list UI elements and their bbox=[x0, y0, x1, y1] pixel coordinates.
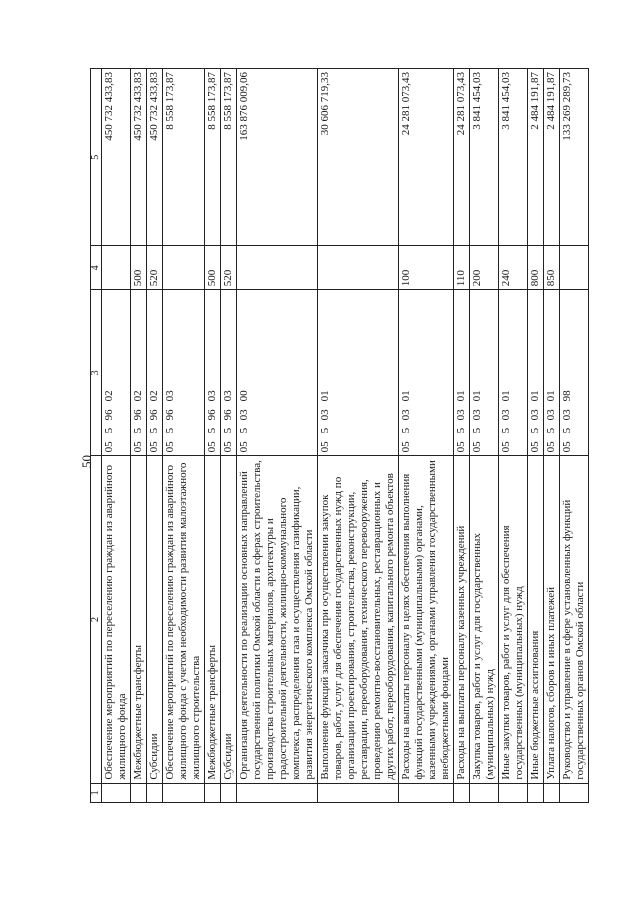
code-group bbox=[103, 293, 116, 452]
code-part: 01 bbox=[471, 390, 483, 402]
row-index-cell bbox=[147, 783, 163, 802]
code-part: 5 bbox=[561, 427, 573, 434]
code-part: 05 bbox=[222, 441, 234, 453]
code-group bbox=[529, 293, 542, 452]
header-col-2: 2 bbox=[91, 456, 102, 783]
code-part: 05 bbox=[132, 441, 144, 453]
header-col-4: 4 bbox=[91, 246, 102, 290]
code-group bbox=[400, 293, 413, 452]
table-row bbox=[560, 69, 589, 803]
code-part: 05 bbox=[206, 441, 218, 453]
code-part: 00 bbox=[238, 390, 250, 402]
code-part bbox=[500, 366, 513, 382]
row-index-cell bbox=[499, 783, 528, 802]
code-group bbox=[164, 293, 177, 452]
code-part: 03 bbox=[164, 390, 176, 402]
code-part bbox=[455, 366, 468, 382]
row-amount-cell: 24 281 073,43 bbox=[399, 69, 454, 246]
code-part: 03 bbox=[238, 409, 250, 421]
row-codes-cell bbox=[318, 290, 399, 456]
code-part: 02 bbox=[148, 390, 160, 402]
code-part: 03 bbox=[319, 409, 331, 421]
code-part: 5 bbox=[400, 427, 412, 434]
row-vr-cell: 520 bbox=[221, 246, 237, 290]
row-amount-cell: 450 732 433,83 bbox=[147, 69, 163, 246]
row-index-cell bbox=[560, 783, 589, 802]
row-amount-cell: 24 281 073,43 bbox=[454, 69, 470, 246]
row-vr-cell: 800 bbox=[528, 246, 544, 290]
table-row bbox=[318, 69, 399, 803]
row-index-cell bbox=[470, 783, 499, 802]
code-part: 01 bbox=[545, 390, 557, 402]
code-part bbox=[206, 366, 219, 382]
table-row bbox=[399, 69, 454, 803]
row-codes-cell bbox=[499, 290, 528, 456]
code-part: 01 bbox=[455, 390, 467, 402]
row-vr-cell: 500 bbox=[205, 246, 221, 290]
code-part: 96 bbox=[103, 409, 115, 421]
code-group bbox=[222, 293, 235, 452]
code-part: 03 bbox=[222, 390, 234, 402]
code-part bbox=[545, 366, 558, 382]
row-name-cell: Межбюджетные трансферты bbox=[205, 456, 221, 783]
row-codes-cell bbox=[102, 290, 131, 456]
row-amount-cell: 450 732 433,83 bbox=[102, 69, 131, 246]
row-index-cell bbox=[399, 783, 454, 802]
row-vr-cell: 500 bbox=[131, 246, 147, 290]
code-part bbox=[319, 366, 332, 382]
row-vr-cell bbox=[237, 246, 318, 290]
row-amount-cell: 8 558 173,87 bbox=[205, 69, 221, 246]
code-part bbox=[471, 366, 484, 382]
code-group bbox=[148, 293, 161, 452]
row-codes-cell bbox=[147, 290, 163, 456]
row-vr-cell: 200 bbox=[470, 246, 499, 290]
row-name-cell: Уплата налогов, сборов и иных платежей bbox=[544, 456, 560, 783]
row-codes-cell bbox=[237, 290, 318, 456]
code-group bbox=[455, 293, 468, 452]
row-amount-cell: 2 484 191,87 bbox=[544, 69, 560, 246]
code-part: 03 bbox=[529, 409, 541, 421]
row-name-cell: Субсидии bbox=[147, 456, 163, 783]
code-part: 01 bbox=[319, 390, 331, 402]
row-name-cell: Расходы на выплаты персоналу в целях обеспечения выполнения функций государственными (муниципальными) органами, казенными учреждениями, органами управления государственными внебюджетными фондами bbox=[399, 456, 454, 783]
row-amount-cell: 3 841 454,03 bbox=[499, 69, 528, 246]
code-part bbox=[222, 366, 235, 382]
row-index-cell bbox=[454, 783, 470, 802]
row-name-cell: Выполнение функций заказчика при осуществлении закупок товаров, работ, услуг для обеспечения государственных нужд по организации проектирования, строительства, реконструкции, реставрации, переоборудования, технического перевооружения, проведению ремонтно-восстановительных, реставрационных и других работ, переоборудования, капитального ремонта объектов bbox=[318, 456, 399, 783]
code-part bbox=[400, 366, 413, 382]
code-part: 03 bbox=[471, 409, 483, 421]
code-part: 5 bbox=[222, 427, 234, 434]
code-part bbox=[164, 366, 177, 382]
row-index-cell bbox=[102, 783, 131, 802]
code-group bbox=[545, 293, 558, 452]
code-part: 05 bbox=[545, 441, 557, 453]
table-row bbox=[102, 69, 131, 803]
code-part bbox=[103, 366, 116, 382]
code-part: 05 bbox=[500, 441, 512, 453]
row-amount-cell: 133 269 289,73 bbox=[560, 69, 589, 246]
code-group bbox=[319, 293, 332, 452]
header-col-1: 1 bbox=[91, 783, 102, 802]
code-part: 02 bbox=[103, 390, 115, 402]
code-part: 02 bbox=[132, 390, 144, 402]
code-part: 01 bbox=[500, 390, 512, 402]
table-row bbox=[470, 69, 499, 803]
row-name-cell: Организация деятельности по реализации основных направлений государственной политики Омской области в сферах строительства, производства строительных материалов, архитектуры и градостроительной деятельности, жилищно-коммунального комплекса, распределения газа и осуществления газификации, развития энергетического комплекса Омской области bbox=[237, 456, 318, 783]
row-vr-cell: 850 bbox=[544, 246, 560, 290]
code-group bbox=[471, 293, 484, 452]
code-part: 96 bbox=[206, 409, 218, 421]
code-part: 98 bbox=[561, 390, 573, 402]
row-name-cell: Субсидии bbox=[221, 456, 237, 783]
code-group bbox=[561, 293, 574, 452]
table-row bbox=[454, 69, 470, 803]
table-row bbox=[131, 69, 147, 803]
row-name-cell: Руководство и управление в сфере установленных функций государственных органов Омской области bbox=[560, 456, 589, 783]
code-part: 5 bbox=[206, 427, 218, 434]
code-part: 5 bbox=[500, 427, 512, 434]
row-amount-cell: 8 558 173,87 bbox=[221, 69, 237, 246]
row-codes-cell bbox=[131, 290, 147, 456]
code-part: 05 bbox=[319, 441, 331, 453]
table-row bbox=[163, 69, 205, 803]
row-codes-cell bbox=[399, 290, 454, 456]
code-part: 01 bbox=[529, 390, 541, 402]
table-row bbox=[221, 69, 237, 803]
code-part: 03 bbox=[500, 409, 512, 421]
code-part bbox=[132, 366, 145, 382]
row-name-cell: Закупка товаров, работ и услуг для государственных (муниципальных) нужд bbox=[470, 456, 499, 783]
row-amount-cell: 2 484 191,87 bbox=[528, 69, 544, 246]
row-index-cell bbox=[205, 783, 221, 802]
code-part: 03 bbox=[455, 409, 467, 421]
row-index-cell bbox=[221, 783, 237, 802]
code-part: 5 bbox=[238, 427, 250, 434]
table-row bbox=[499, 69, 528, 803]
code-part: 5 bbox=[132, 427, 144, 434]
code-part: 05 bbox=[103, 441, 115, 453]
row-vr-cell bbox=[163, 246, 205, 290]
row-codes-cell bbox=[528, 290, 544, 456]
header-col-5: 5 bbox=[91, 69, 102, 246]
code-part: 03 bbox=[206, 390, 218, 402]
code-part: 01 bbox=[400, 390, 412, 402]
row-codes-cell bbox=[470, 290, 499, 456]
page-number: 50 bbox=[79, 455, 94, 468]
header-row bbox=[91, 69, 102, 803]
code-group bbox=[238, 293, 251, 452]
code-group bbox=[132, 293, 145, 452]
code-part: 05 bbox=[529, 441, 541, 453]
row-index-cell bbox=[318, 783, 399, 802]
row-codes-cell bbox=[454, 290, 470, 456]
code-part: 96 bbox=[148, 409, 160, 421]
table-row bbox=[147, 69, 163, 803]
code-part bbox=[529, 366, 542, 382]
row-amount-cell: 8 558 173,87 bbox=[163, 69, 205, 246]
code-group bbox=[206, 293, 219, 452]
code-part: 05 bbox=[561, 441, 573, 453]
code-part: 5 bbox=[319, 427, 331, 434]
row-vr-cell: 110 bbox=[454, 246, 470, 290]
row-index-cell bbox=[131, 783, 147, 802]
row-amount-cell: 163 876 009,06 bbox=[237, 69, 318, 246]
row-name-cell: Обеспечение мероприятий по переселению граждан из аварийного жилищного фонда bbox=[102, 456, 131, 783]
code-part: 05 bbox=[455, 441, 467, 453]
code-part bbox=[561, 366, 574, 382]
row-vr-cell bbox=[318, 246, 399, 290]
code-part: 05 bbox=[148, 441, 160, 453]
code-part: 5 bbox=[545, 427, 557, 434]
row-vr-cell: 240 bbox=[499, 246, 528, 290]
row-index-cell bbox=[528, 783, 544, 802]
code-part: 5 bbox=[103, 427, 115, 434]
row-vr-cell bbox=[560, 246, 589, 290]
row-vr-cell: 520 bbox=[147, 246, 163, 290]
row-amount-cell: 450 732 433,83 bbox=[131, 69, 147, 246]
row-vr-cell bbox=[102, 246, 131, 290]
budget-table bbox=[90, 68, 589, 803]
table-row bbox=[237, 69, 318, 803]
row-index-cell bbox=[237, 783, 318, 802]
row-codes-cell bbox=[163, 290, 205, 456]
code-part: 05 bbox=[400, 441, 412, 453]
code-part: 96 bbox=[222, 409, 234, 421]
code-part: 03 bbox=[400, 409, 412, 421]
code-part: 96 bbox=[132, 409, 144, 421]
row-amount-cell: 3 841 454,03 bbox=[470, 69, 499, 246]
code-part: 5 bbox=[148, 427, 160, 434]
code-part: 5 bbox=[164, 427, 176, 434]
code-part: 05 bbox=[471, 441, 483, 453]
table-row bbox=[205, 69, 221, 803]
code-part: 5 bbox=[471, 427, 483, 434]
row-index-cell bbox=[544, 783, 560, 802]
row-vr-cell: 100 bbox=[399, 246, 454, 290]
row-name-cell: Иные закупки товаров, работ и услуг для обеспечения государственных (муниципальных) нужд bbox=[499, 456, 528, 783]
code-part: 05 bbox=[238, 441, 250, 453]
code-part: 03 bbox=[561, 409, 573, 421]
code-part bbox=[148, 366, 161, 382]
code-part: 5 bbox=[529, 427, 541, 434]
code-part: 96 bbox=[164, 409, 176, 421]
row-amount-cell: 30 606 719,33 bbox=[318, 69, 399, 246]
row-name-cell: Обеспечение мероприятий по переселению граждан из аварийного жилищного фонда с учетом необходимости развития малоэтажного жилищного строительства bbox=[163, 456, 205, 783]
code-part: 05 bbox=[164, 441, 176, 453]
code-part: 03 bbox=[545, 409, 557, 421]
table-row bbox=[528, 69, 544, 803]
row-codes-cell bbox=[221, 290, 237, 456]
row-name-cell: Расходы на выплаты персоналу казенных учреждений bbox=[454, 456, 470, 783]
row-name-cell: Иные бюджетные ассигнования bbox=[528, 456, 544, 783]
row-codes-cell bbox=[205, 290, 221, 456]
row-codes-cell bbox=[544, 290, 560, 456]
row-index-cell bbox=[163, 783, 205, 802]
row-codes-cell bbox=[560, 290, 589, 456]
table-row bbox=[544, 69, 560, 803]
code-part: 5 bbox=[455, 427, 467, 434]
code-part bbox=[238, 366, 251, 382]
row-name-cell: Межбюджетные трансферты bbox=[131, 456, 147, 783]
header-col-3: 3 bbox=[91, 290, 102, 456]
code-group bbox=[500, 293, 513, 452]
